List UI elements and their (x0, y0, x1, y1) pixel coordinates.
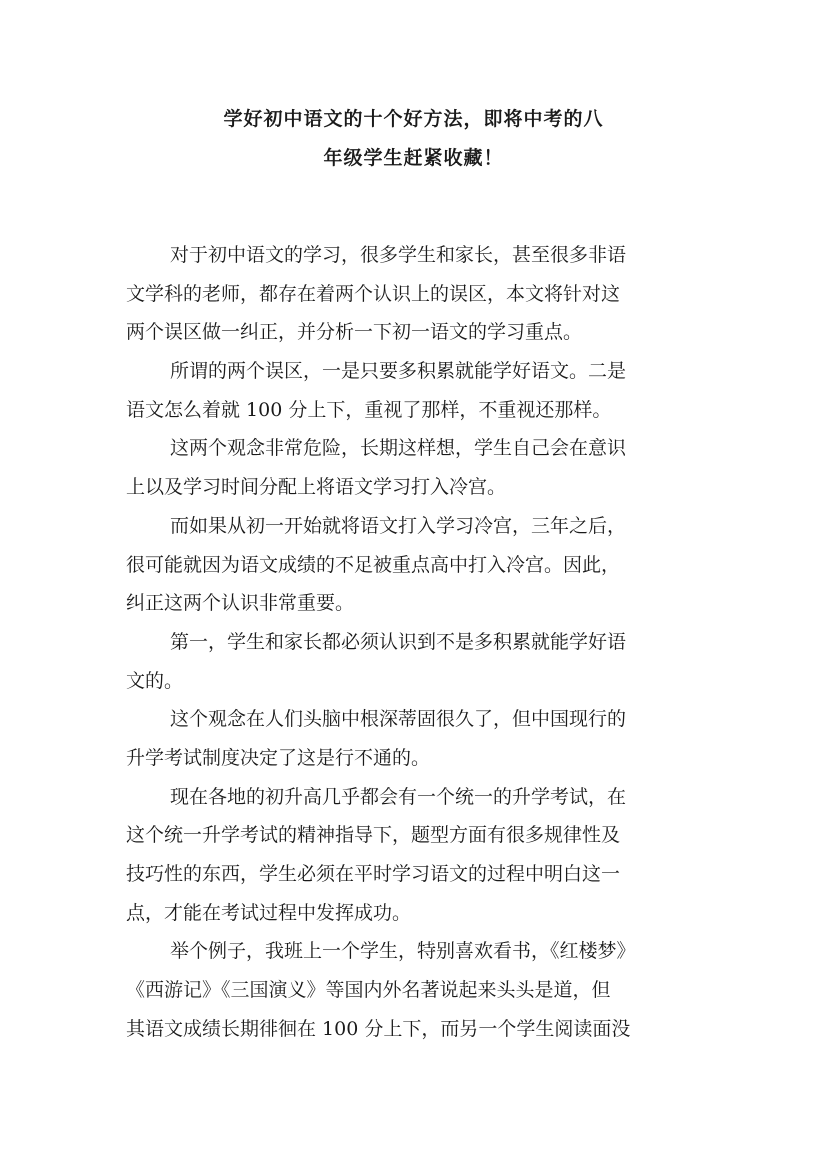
title-line: 学好初中语文的十个好方法，即将中考的八 (223, 108, 604, 130)
paragraph-line: 对于初中语文的学习，很多学生和家长，甚至很多非语 (170, 244, 627, 266)
paragraph-line: 语文怎么着就 100 分上下，重视了那样，不重视还那样。 (126, 398, 612, 421)
paragraph (126, 352, 716, 429)
paragraph-line: 点，才能在考试过程中发挥成功。 (126, 901, 412, 924)
document-body (126, 236, 716, 1048)
paragraph (126, 700, 716, 777)
paragraph-line: 举个例子，我班上一个学生，特别喜欢看书，《红楼梦》 (170, 940, 636, 963)
paragraph-line: 纠正这两个认识非常重要。 (126, 592, 355, 615)
paragraph-line: 这个统一升学考试的精神指导下，题型方面有很多规律性及 (126, 824, 621, 847)
paragraph-line: 很可能就因为语文成绩的不足被重点高中打入冷宫。因此， (126, 553, 621, 576)
paragraph-line: 而如果从初一开始就将语文打入学习冷宫，三年之后， (170, 514, 627, 537)
paragraph-line: 这个观念在人们头脑中根深蒂固很久了，但中国现行的 (170, 708, 627, 731)
paragraph-line: 这两个观念非常危险，长期这样想，学生自己会在意识 (170, 437, 627, 460)
paragraph (126, 429, 716, 506)
document-title (100, 100, 727, 177)
paragraph-line: 所谓的两个误区，一是只要多积累就能学好语文。二是 (170, 360, 627, 383)
paragraph-line: 第一，学生和家长都必须认识到不是多积累就能学好语 (170, 630, 627, 653)
paragraph (126, 623, 716, 700)
paragraph-line: 现在各地的初升高几乎都会有一个统一的升学考试，在 (170, 785, 627, 808)
paragraph (126, 236, 716, 352)
paragraph (126, 778, 716, 933)
paragraph-line: 文学科的老师，都存在着两个认识上的误区，本文将针对这 (126, 282, 621, 305)
paragraph-line: 其语文成绩长期徘徊在 100 分上下，而另一个学生阅读面没 (126, 1017, 631, 1040)
paragraph-line: 《西游记》《三国演义》等国内外名著说起来头头是道，但 (126, 979, 611, 1002)
title-line: 年级学生赶紧收藏！ (323, 146, 504, 169)
paragraph-line: 上以及学习时间分配上将语文学习打入冷宫。 (126, 476, 507, 499)
paragraph (126, 932, 716, 1048)
paragraph-line: 升学考试制度决定了这是行不通的。 (126, 746, 431, 769)
paragraph-line: 技巧性的东西，学生必须在平时学习语文的过程中明白这一 (126, 863, 621, 885)
paragraph (126, 507, 716, 623)
paragraph-line: 两个误区做一纠正，并分析一下初一语文的学习重点。 (126, 321, 583, 344)
paragraph-line: 文的。 (126, 669, 184, 692)
